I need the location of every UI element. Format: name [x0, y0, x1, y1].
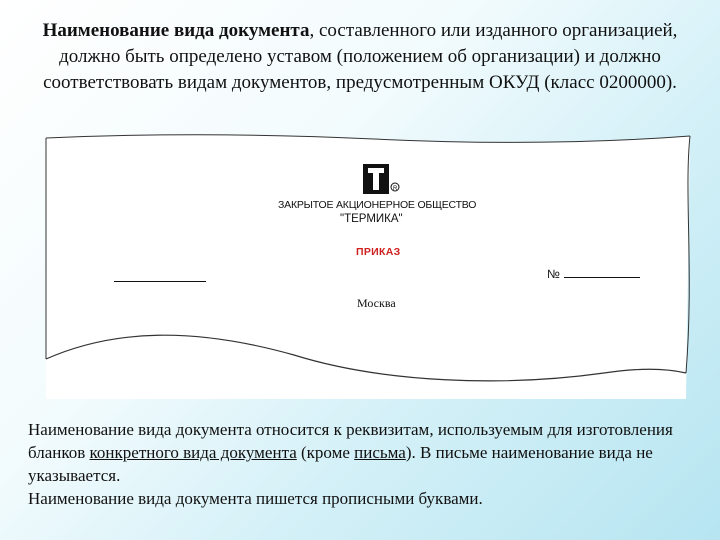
- number-placeholder-line: [564, 277, 640, 278]
- city-text: Москва: [357, 296, 396, 310]
- company-type-text: ЗАКРЫТОЕ АКЦИОНЕРНОЕ ОБЩЕСТВО: [278, 199, 477, 211]
- paragraph-2: Наименование вида документа пишется прописными буквами.: [28, 489, 483, 508]
- document-form-sample: [44, 133, 694, 399]
- termika-logo-icon: [362, 163, 400, 195]
- link-letter[interactable]: письма: [354, 443, 406, 462]
- link-specific-document-type[interactable]: конкретного вида документа: [89, 443, 297, 462]
- explanation-text: [28, 418, 700, 510]
- heading-bold-term: Наименование вида документа: [42, 20, 310, 41]
- heading-rest: , составленного или изданного организацией, должно быть определено уставом (положением об организации) и должно соответствовать видам документов, предусмотренным ОКУД (класс 0200000).: [43, 20, 678, 93]
- heading-text: [40, 18, 680, 96]
- svg-text:R: R: [393, 186, 398, 192]
- number-sign: №: [547, 267, 560, 281]
- document-kind-title: ПРИКАЗ: [356, 246, 401, 258]
- date-placeholder-line: [114, 281, 206, 282]
- company-name-text: "ТЕРМИКА": [340, 213, 403, 225]
- paragraph-1: Наименование вида документа относится к реквизитам, используемым для изготовления бланков конкретного вида документа (кроме письма). В письме наименование вида не указывается.: [28, 420, 673, 485]
- document-number-field: [547, 267, 640, 281]
